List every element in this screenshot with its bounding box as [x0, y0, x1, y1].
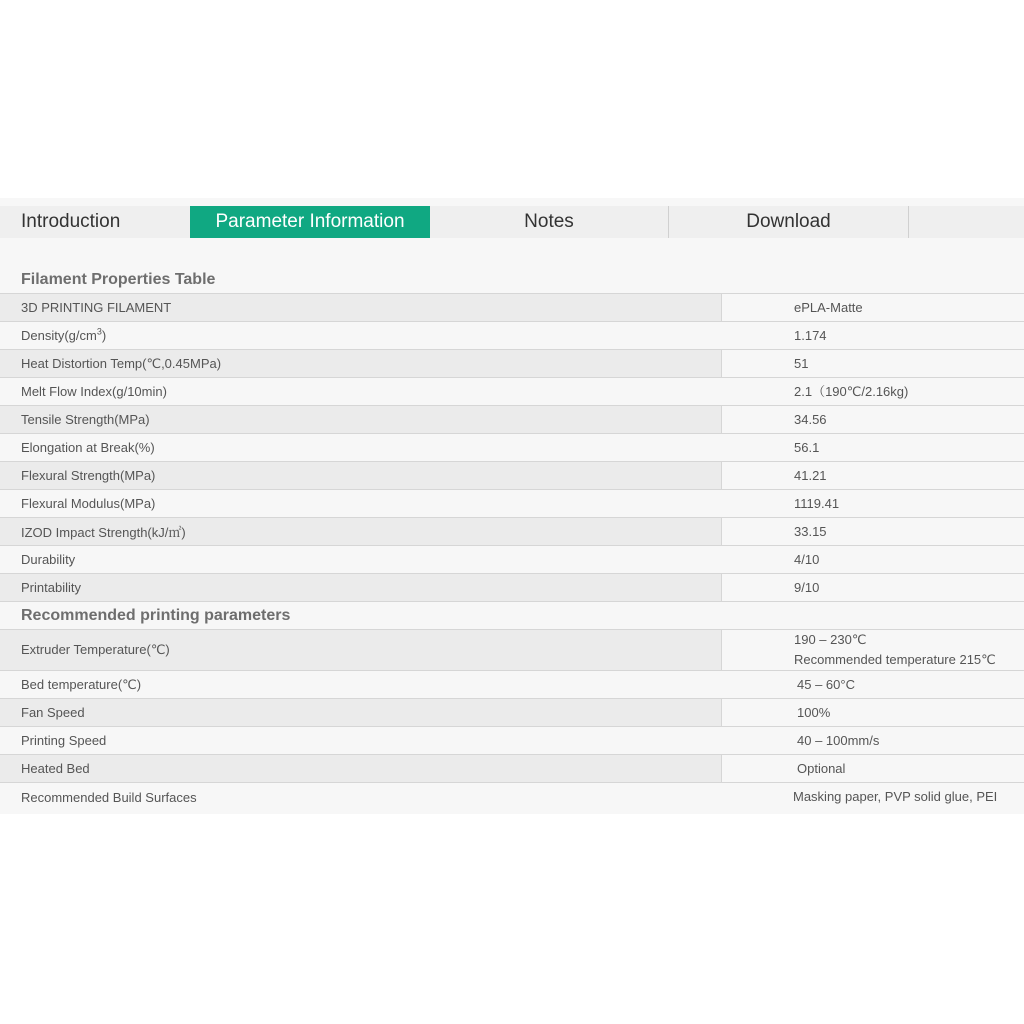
tab-parameter-information[interactable]: Parameter Information — [190, 206, 430, 238]
row-label: 3D PRINTING FILAMENT — [0, 294, 722, 321]
row-label: Printing Speed — [21, 733, 107, 748]
row-value-text: Masking paper, PVP solid glue, PEI — [793, 789, 998, 804]
table-row — [0, 406, 1024, 434]
row-label: Fan Speed — [0, 699, 722, 726]
table-row — [0, 350, 1024, 378]
row-label: IZOD Impact Strength(kJ/㎡) — [0, 518, 722, 545]
row-value-text: ePLA-Matte — [794, 299, 863, 315]
tab-introduction[interactable]: Introduction — [21, 211, 121, 232]
printing-parameters-title: Recommended printing parameters — [0, 602, 1024, 630]
row-value-text: 34.56 — [794, 411, 827, 427]
row-label: Recommended Build Surfaces — [21, 789, 197, 805]
row-label: Extruder Temperature(℃) — [0, 630, 722, 670]
row-label-suffix: ) — [101, 328, 107, 343]
row-value-text: 56.1 — [794, 439, 820, 455]
tab-bar — [0, 206, 1024, 238]
tab-notes[interactable]: Notes — [430, 206, 669, 238]
table-row — [0, 490, 1024, 518]
row-value-text: 51 — [794, 355, 809, 371]
row-value — [794, 322, 1024, 349]
row-value-text: 1.174 — [794, 327, 827, 343]
table-row — [0, 727, 1024, 755]
parameter-table — [0, 266, 1024, 811]
row-label: Flexural Strength(MPa) — [0, 462, 722, 489]
row-value — [797, 699, 1024, 726]
row-value-text: 100% — [797, 704, 831, 720]
row-value-text: 41.21 — [794, 467, 827, 483]
row-value — [794, 406, 1024, 433]
row-value — [797, 727, 1024, 754]
row-label: Heat Distortion Temp(℃,0.45MPa) — [0, 350, 722, 377]
row-value-text: 2.1（190℃/2.16kg) — [794, 383, 909, 399]
row-label: Flexural Modulus(MPa) — [21, 496, 156, 511]
row-label — [0, 322, 722, 349]
row-label: Bed temperature(℃) — [21, 676, 142, 692]
row-value-text: Optional — [797, 760, 846, 776]
row-value-text-line2: Recommended temperature 215℃ — [794, 652, 996, 667]
row-value — [794, 630, 1024, 670]
row-value-text: 4/10 — [794, 551, 820, 567]
row-label-text: Density(g/cm — [21, 328, 97, 343]
row-label: Melt Flow Index(g/10min) — [21, 384, 167, 399]
table-row — [0, 434, 1024, 462]
row-value-text: 40 – 100mm/s — [797, 732, 880, 748]
table-row — [0, 294, 1024, 322]
row-value — [797, 671, 1024, 698]
table-row — [0, 462, 1024, 490]
table-row — [0, 574, 1024, 602]
filament-properties-title: Filament Properties Table — [0, 266, 1024, 294]
row-value — [794, 350, 1024, 377]
row-value-text: 1119.41 — [794, 495, 840, 511]
row-label: Printability — [0, 574, 722, 601]
table-row — [0, 630, 1024, 671]
table-row — [0, 546, 1024, 574]
table-row — [0, 322, 1024, 350]
row-value — [797, 755, 1024, 782]
row-value — [794, 294, 1024, 321]
superscript: 3 — [96, 326, 102, 337]
row-value-text: 45 – 60°C — [797, 676, 855, 692]
table-row — [0, 671, 1024, 699]
row-label: Tensile Strength(MPa) — [0, 406, 722, 433]
row-label: Heated Bed — [0, 755, 722, 782]
row-value-text: 33.15 — [794, 523, 827, 539]
table-row — [0, 783, 1024, 811]
row-value — [794, 490, 1024, 517]
row-label: Durability — [21, 552, 76, 567]
row-value — [794, 546, 1024, 573]
table-row — [0, 378, 1024, 406]
row-label: Elongation at Break(%) — [21, 440, 155, 455]
row-value — [794, 434, 1024, 461]
tab-download[interactable]: Download — [669, 206, 909, 238]
table-row — [0, 518, 1024, 546]
row-value-text: 9/10 — [794, 579, 820, 595]
row-value-text: 190 – 230℃ — [794, 632, 867, 647]
row-value — [794, 574, 1024, 601]
table-row — [0, 699, 1024, 727]
row-value — [794, 518, 1024, 545]
table-row — [0, 755, 1024, 783]
row-value — [793, 783, 1024, 811]
row-value — [794, 378, 1024, 405]
row-value — [794, 462, 1024, 489]
